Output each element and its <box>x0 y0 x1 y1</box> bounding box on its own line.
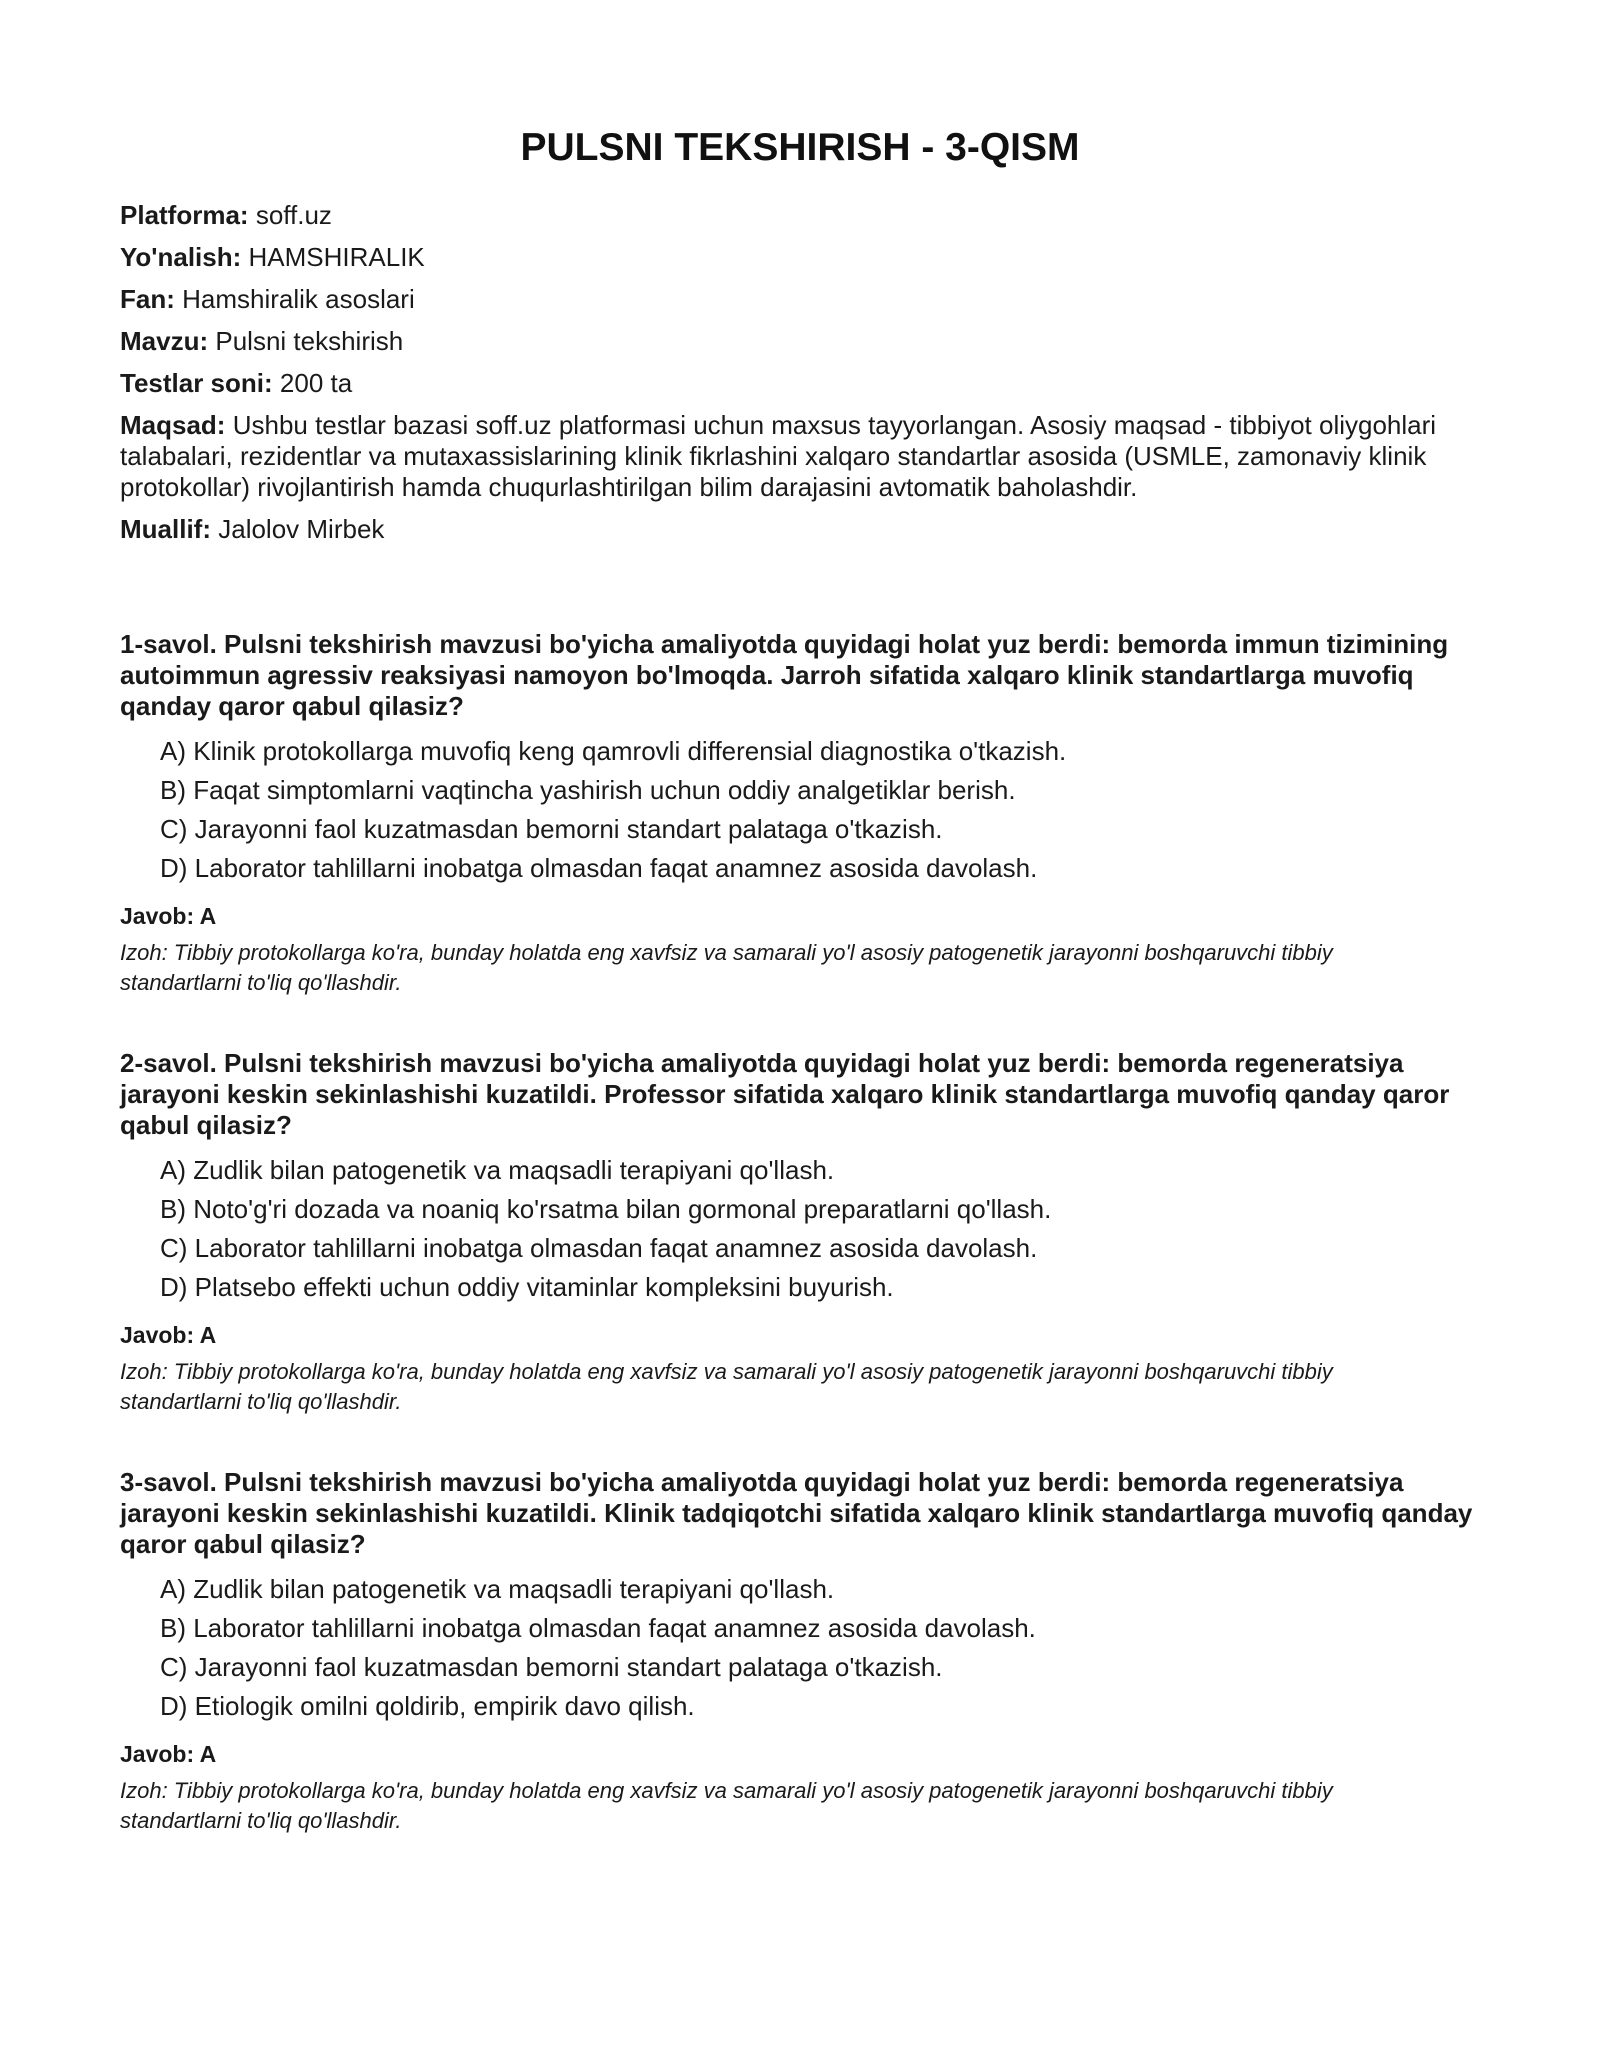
meta-value: Ushbu testlar bazasi soff.uz platformasi uchun maxsus tayyorlangan. Asosiy maqsad - tibbiyot oliygohlari talabalari, rezidentlar va mutaxassislarining klinik fikrlashini xalqaro standartlar asosida (USMLE, zamonaviy klinik protokollar) rivojlantirish hamda chuqurlashtirilgan bilim darajasini avtomatik baholashdir. <box>120 410 1437 502</box>
questions-list <box>120 629 1480 1836</box>
option-a: A) Klinik protokollarga muvofiq keng qamrovli differensial diagnostika o'tkazish. <box>160 736 1067 766</box>
meta-platforma <box>120 200 1480 231</box>
meta-key: Fan: <box>120 284 175 314</box>
answer-label: Javob: A <box>120 903 217 929</box>
meta-key: Testlar soni: <box>120 368 273 398</box>
meta-key: Maqsad: <box>120 410 226 440</box>
meta-value: HAMSHIRALIK <box>248 242 425 272</box>
meta-muallif <box>120 514 1480 545</box>
meta-value: soff.uz <box>255 200 332 230</box>
question-item <box>120 629 1480 998</box>
options-list <box>120 736 1480 884</box>
meta-value: Pulsni tekshirish <box>215 326 404 356</box>
question-text: 2-savol. Pulsni tekshirish mavzusi bo'yicha amaliyotda quyidagi holat yuz berdi: bemorda regeneratsiya jarayoni keskin sekinlashishi kuzatildi. Professor sifatida xalqaro klinik standartlarga muvofiq qanday qaror qabul qilasiz? <box>120 1048 1450 1140</box>
option-c: C) Jarayonni faol kuzatmasdan bemorni standart palataga o'tkazish. <box>160 1652 943 1682</box>
question-text: 1-savol. Pulsni tekshirish mavzusi bo'yicha amaliyotda quyidagi holat yuz berdi: bemorda immun tizimining autoimmun agressiv reaksiyasi namoyon bo'lmoqda. Jarroh sifatida xalqaro klinik standartlarga muvofiq qanday qaror qabul qilasiz? <box>120 629 1449 721</box>
option-a: A) Zudlik bilan patogenetik va maqsadli terapiyani qo'llash. <box>160 1574 835 1604</box>
meta-key: Yo'nalish: <box>120 242 242 272</box>
option-b: B) Noto'g'ri dozada va noaniq ko'rsatma bilan gormonal preparatlarni qo'llash. <box>160 1194 1052 1224</box>
meta-value: Hamshiralik asoslari <box>182 284 415 314</box>
explanation-text: Izoh: Tibbiy protokollarga ko'ra, bunday holatda eng xavfsiz va samarali yo'l asosiy patogenetik jarayonni boshqaruvchi tibbiy standartlarni to'liq qo'llashdir. <box>120 1359 1333 1414</box>
meta-key: Platforma: <box>120 200 249 230</box>
question-item <box>120 1467 1480 1836</box>
explanation-text: Izoh: Tibbiy protokollarga ko'ra, bunday holatda eng xavfsiz va samarali yo'l asosiy patogenetik jarayonni boshqaruvchi tibbiy standartlarni to'liq qo'llashdir. <box>120 940 1333 995</box>
explanation-text: Izoh: Tibbiy protokollarga ko'ra, bunday holatda eng xavfsiz va samarali yo'l asosiy patogenetik jarayonni boshqaruvchi tibbiy standartlarni to'liq qo'llashdir. <box>120 1778 1333 1833</box>
meta-key: Muallif: <box>120 514 211 544</box>
option-d: D) Laborator tahlillarni inobatga olmasdan faqat anamnez asosida davolash. <box>160 853 1038 883</box>
question-text: 3-savol. Pulsni tekshirish mavzusi bo'yicha amaliyotda quyidagi holat yuz berdi: bemorda regeneratsiya jarayoni keskin sekinlashishi kuzatildi. Klinik tadqiqotchi sifatida xalqaro klinik standartlarga muvofiq qanday qaror qabul qilasiz? <box>120 1467 1473 1559</box>
option-b: B) Faqat simptomlarni vaqtincha yashirish uchun oddiy analgetiklar berish. <box>160 775 1016 805</box>
meta-value: Jalolov Mirbek <box>218 514 385 544</box>
answer-label: Javob: A <box>120 1741 217 1767</box>
option-a: A) Zudlik bilan patogenetik va maqsadli terapiyani qo'llash. <box>160 1155 835 1185</box>
answer-label: Javob: A <box>120 1322 217 1348</box>
metadata-block <box>120 200 1480 545</box>
document-page <box>120 0 1480 1886</box>
option-d: D) Etiologik omilni qoldirib, empirik davo qilish. <box>160 1691 695 1721</box>
meta-yonalish <box>120 242 1480 273</box>
question-item <box>120 1048 1480 1417</box>
document-title: PULSNI TEKSHIRISH - 3-QISM <box>520 126 1080 169</box>
option-c: C) Jarayonni faol kuzatmasdan bemorni standart palataga o'tkazish. <box>160 814 943 844</box>
meta-mavzu <box>120 326 1480 357</box>
option-d: D) Platsebo effekti uchun oddiy vitaminlar kompleksini buyurish. <box>160 1272 894 1302</box>
options-list <box>120 1155 1480 1303</box>
meta-testlar-soni <box>120 368 1480 399</box>
meta-value: 200 ta <box>279 368 353 398</box>
options-list <box>120 1574 1480 1722</box>
option-c: C) Laborator tahlillarni inobatga olmasdan faqat anamnez asosida davolash. <box>160 1233 1038 1263</box>
meta-fan <box>120 284 1480 315</box>
meta-maqsad <box>120 410 1480 503</box>
meta-key: Mavzu: <box>120 326 209 356</box>
option-b: B) Laborator tahlillarni inobatga olmasdan faqat anamnez asosida davolash. <box>160 1613 1036 1643</box>
